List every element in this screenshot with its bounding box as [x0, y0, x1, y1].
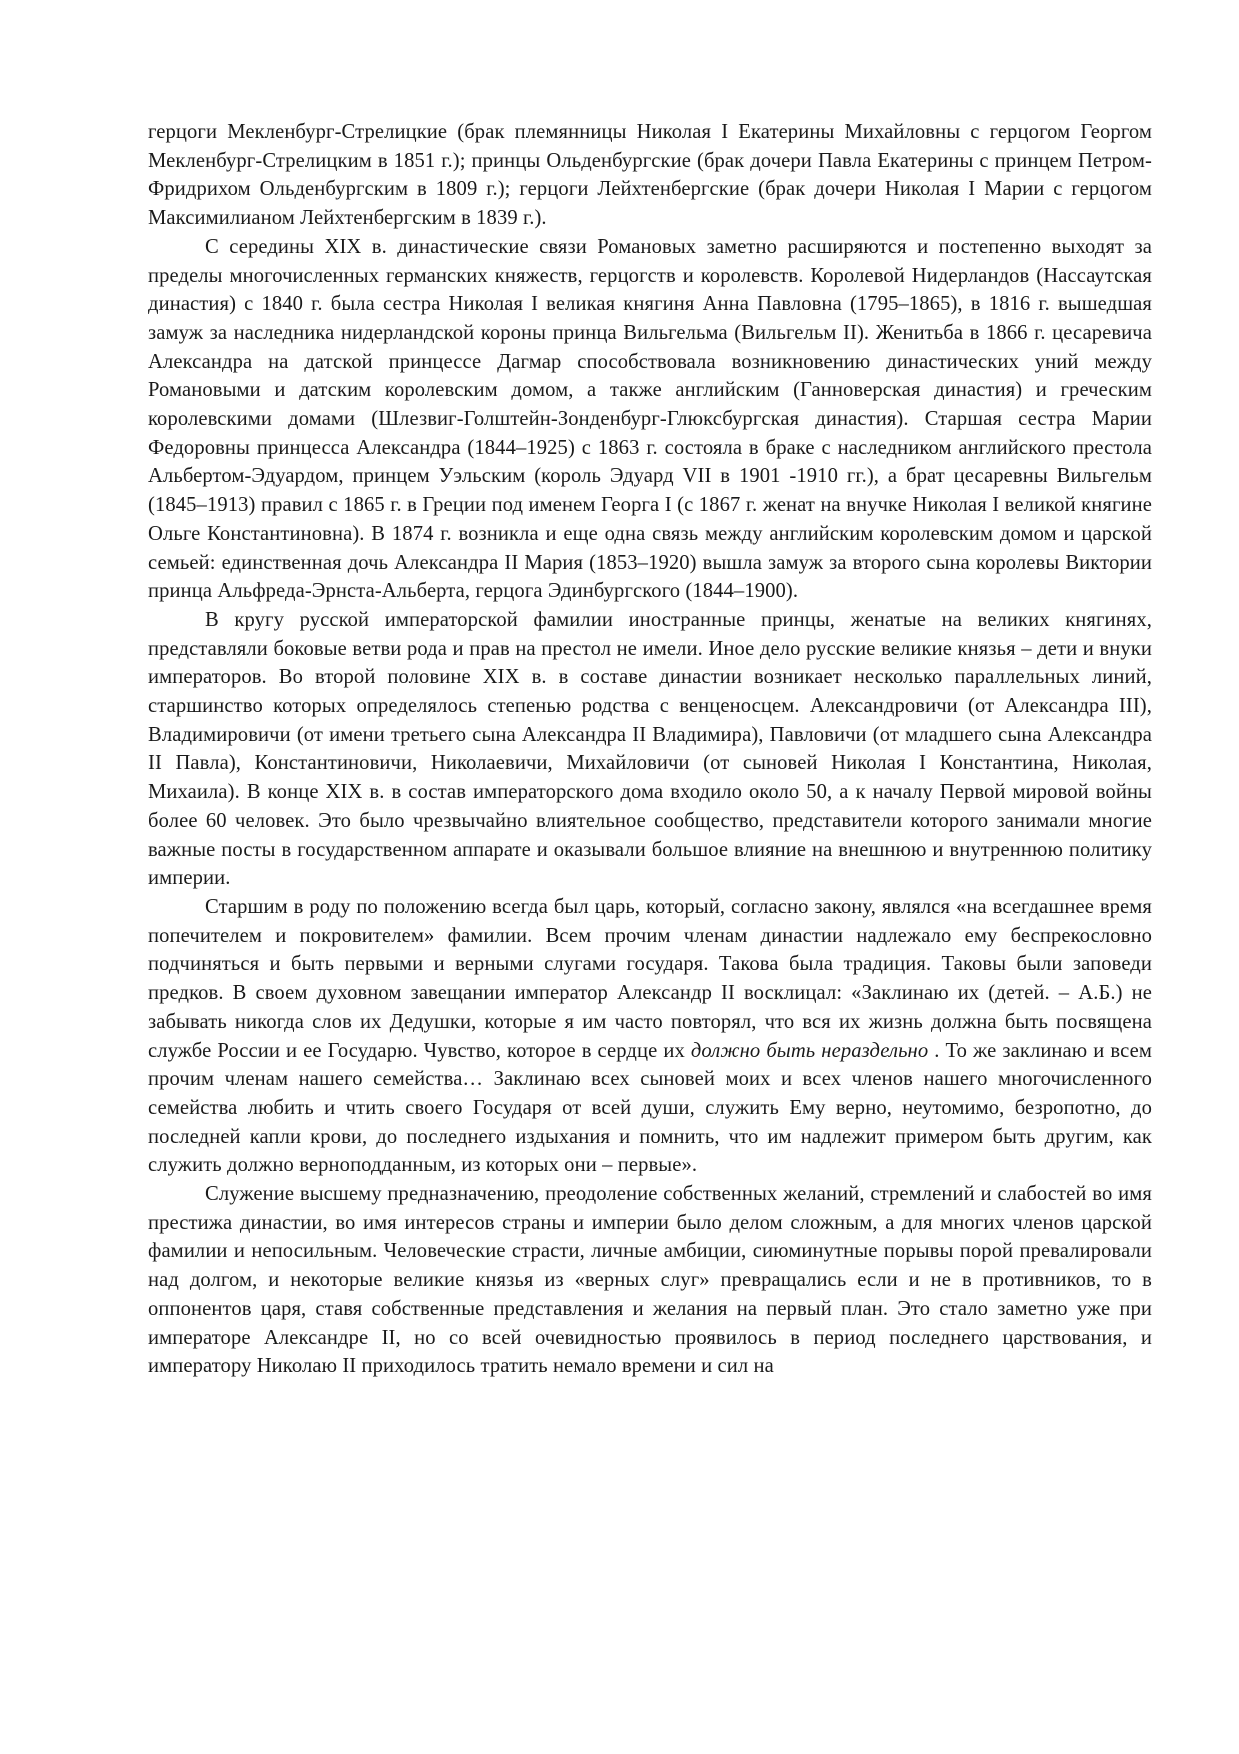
paragraph-5: Служение высшему предназначению, преодоление собственных желаний, стремлений и слабостей во имя престижа династии, во имя интересов страны и империи было делом сложным, а для многих членов царской фамилии и непосильным. Человеческие страсти, личные амбиции, сиюминутные порывы порой превалировали над долгом, и некоторые великие князья из «верных слуг» превращались если и не в противников, то в оппонентов царя, ставя собственные представления и желания на первый план. Это стало заметно уже при императоре Александре II, но со всей очевидностью проявилось в период последнего царствования, и императору Николаю II приходилось тратить немало времени и сил на: [148, 1183, 1152, 1378]
paragraph-4: [148, 893, 1152, 1180]
document-page: [148, 118, 1152, 1381]
paragraph-3: В кругу русской императорской фамилии иностранные принцы, женатые на великих княгинях, представляли боковые ветви рода и прав на престол не имели. Иное дело русские великие князья – дети и внуки императоров. Во второй половине XIX в. в составе династии возникает несколько параллельных линий, старшинство которых определялось степенью родства с венценосцем. Александровичи (от Александра III), Владимировичи (от имени третьего сына Александра II Владимира), Павловичи (от младшего сына Александра II Павла), Константиновичи, Николаевичи, Михайловичи (от сыновей Николая I Константина, Николая, Михаила). В конце XIX в. в состав императорского дома входило около 50, а к началу Первой мировой войны более 60 человек. Это было чрезвычайно влиятельное сообщество, представители которого занимали многие важные посты в государственном аппарате и оказывали большое влияние на внешнюю и внутреннюю политику империи.: [148, 608, 1152, 890]
paragraph-4-text-before: Старшим в роду по положению всегда был царь, который, согласно закону, являлся «на всегдашнее время попечителем и покровителем» фамилии. Всем прочим членам династии надлежало ему беспрекословно подчиняться и быть первыми и верными слугами государя. Такова была традиция. Таковы были заповеди предков. В своем духовном завещании император Александр II восклицал: «Заклинаю их (детей. – А.Б.) не забывать никогда слов их Дедушки, которые я им часто повторял, что вся их жизнь должна быть посвящена службе России и ее Государю. Чувство, которое в сердце их: [148, 895, 1152, 1062]
paragraph-4-italic-phrase: должно быть нераздельно: [690, 1039, 929, 1062]
paragraph-4-text-after: . То же заклинаю и всем прочим членам нашего семейства… Заклинаю всех сыновей моих и всех членов нашего многочисленного семейства любить и чтить своего Государя от всей души, служить Ему верно, неутомимо, безропотно, до последней капли крови, до последнего издыхания и помнить, что им надлежит примером быть другим, как служить должно верноподданным, из которых они – первые».: [148, 1039, 1152, 1177]
paragraph-2: С середины XIX в. династические связи Романовых заметно расширяются и постепенно выходят за пределы многочисленных германских княжеств, герцогств и королевств. Королевой Нидерландов (Нассаутская династия) с 1840 г. была сестра Николая I великая княгиня Анна Павловна (1795–1865), в 1816 г. вышедшая замуж за наследника нидерландской короны принца Вильгельма (Вильгельм II). Женитьба в 1866 г. цесаревича Александра на датской принцессе Дагмар способствовала возникновению династических уний между Романовыми и датским королевским домом, а также английским (Ганноверская династия) и греческим королевскими домами (Шлезвиг-Голштейн-Зонденбург-Глюксбургская династия). Старшая сестра Марии Федоровны принцесса Александра (1844–1925) с 1863 г. состояла в браке с наследником английского престола Альбертом-Эдуардом, принцем Уэльским (король Эдуард VII в 1901 -1910 гг.), а брат цесаревны Вильгельм (1845–1913) правил с 1865 г. в Греции под именем Георга I (с 1867 г. женат на внучке Николая I великой княгине Ольге Константиновна). В 1874 г. возникла и еще одна связь между английским королевским домом и царской семьей: единственная дочь Александра II Мария (1853–1920) вышла замуж за второго сына королевы Виктории принца Альфреда-Эрнста-Альберта, герцога Эдинбургского (1844–1900).: [148, 235, 1152, 603]
paragraph-1: герцоги Мекленбург-Стрелицкие (брак племянницы Николая I Екатерины Михайловны с герцогом Георгом Мекленбург-Стрелицким в 1851 г.); принцы Ольденбургские (брак дочери Павла Екатерины с принцем Петром-Фридрихом Ольденбургским в 1809 г.); герцоги Лейхтенбергские (брак дочери Николая I Марии с герцогом Максимилианом Лейхтенбергским в 1839 г.).: [148, 121, 1152, 230]
